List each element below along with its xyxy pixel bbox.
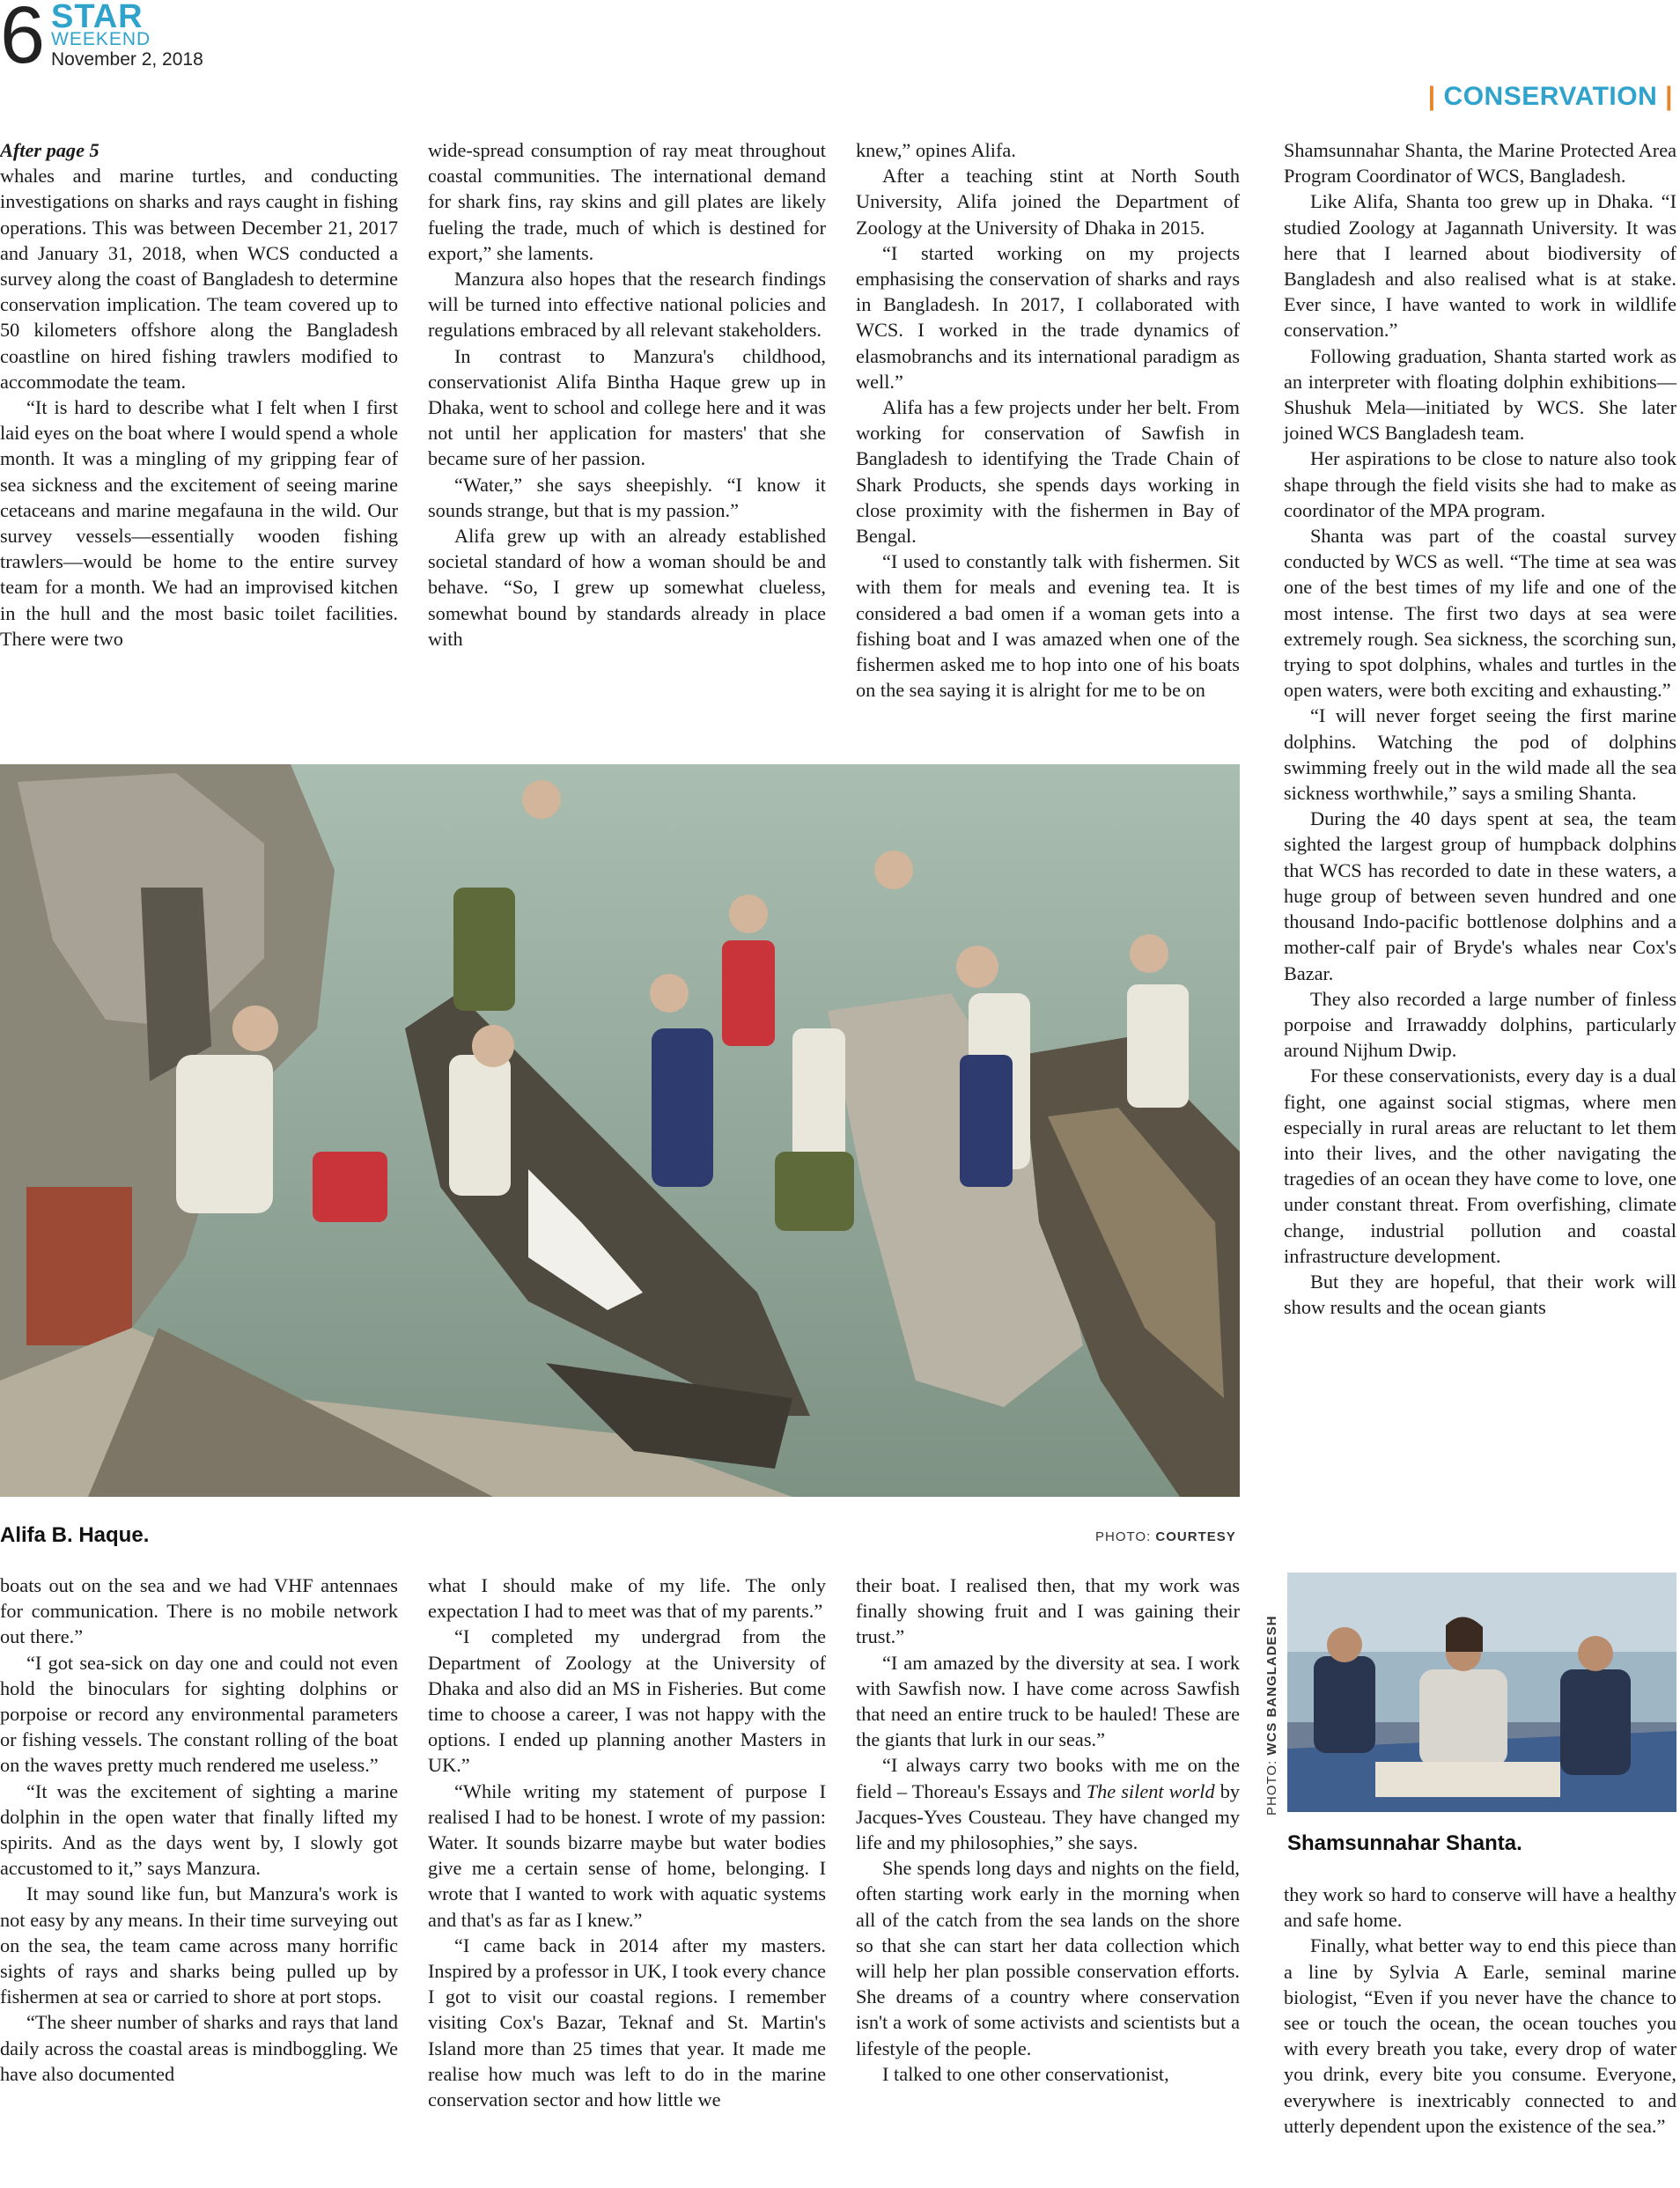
paragraph: “I completed my undergrad from the Department of Zoology at the University of Dhaka and also did an MS in Fisheries. But come time to choose a career, I was not happy with the options. I ended up planning another Masters in UK.”	[428, 1625, 826, 1777]
credit-label: PHOTO:	[1095, 1529, 1156, 1544]
paragraph: “Water,” she says sheepishly. “I know it sounds strange, but that is my passion.”	[428, 473, 826, 521]
page-number: 6	[0, 0, 46, 80]
section-label	[1428, 81, 1673, 113]
paragraph: Finally, what better way to end this piece than a line by Sylvia A Earle, seminal marine biologist, “Even if you never have the chance to see or touch the ocean, the ocean touches you with every breath you take, every drop of water you drink, every bite you consume. Everyone, everywhere is inextricably connected to and utterly dependent upon the existence of the sea.”	[1284, 1934, 1676, 2137]
survey-team-illustration	[1287, 1573, 1676, 1812]
text-run: “I always carry two books with me on the field – Thoreau's Essays and	[856, 1754, 1240, 1802]
paragraph: But they are hopeful, that their work will show results and the ocean giants	[1284, 1270, 1676, 1319]
column-3-bottom	[856, 1573, 1240, 2087]
paragraph: She spends long days and nights on the field, often starting work early in the morning when all of the catch from the sea lands on the shore so that she can start her data collection which will help her plan possible conservation efforts. She dreams of a country where conservation isn't a work of some activists and scientists but a lifestyle of the people.	[856, 1857, 1240, 2059]
paragraph: their boat. I realised then, that my work was finally showing fruit and I was gaining their trust.”	[856, 1574, 1240, 1648]
book-title: The silent world	[1086, 1779, 1215, 1802]
paragraph: Manzura also hopes that the research findings will be turned into effective national policies and regulations embraced by all relevant stakeholders.	[428, 268, 826, 342]
paragraph: In contrast to Manzura's childhood, conservationist Alifa Bintha Haque grew up in Dhaka, went to school and college here and it was not until her application for masters' that she became sure of her passion.	[428, 344, 826, 470]
paragraph: knew,” opines Alifa.	[856, 139, 1016, 161]
paragraph: It may sound like fun, but Manzura's work is not easy by any means. In their time surveying out on the sea, the team came across many horrific sights of rays and sharks being pulled up by fishermen at sea or carried to shore at port stops.	[0, 1882, 398, 2008]
paragraph: “I started working on my projects emphasising the conservation of sharks and rays in Bangladesh. In 2017, I collaborated with WCS. I worked in the trade dynamics of elasmobranchs and its international paradigm as well.”	[856, 241, 1240, 393]
paragraph: “It is hard to describe what I felt when I first laid eyes on the boat where I would spend a whole month. It was a mingling of my gripping fear of sea sickness and the excitement of seeing marine cetaceans and marine megafauna in the wild. Our survey vessels—essentially wooden fishing trawlers—would be home to the entire survey team for a month. We had an improvised kitchen in the hull and the most basic toilet facilities. There were two	[0, 396, 398, 650]
column-4-top	[1284, 137, 1676, 1320]
issue-date: November 2, 2018	[51, 49, 203, 70]
main-photo-credit	[1095, 1529, 1236, 1544]
secondary-photo-caption: Shamsunnahar Shanta.	[1287, 1831, 1522, 1855]
main-photo-caption: Alifa B. Haque.	[0, 1523, 150, 1547]
paragraph: “I used to constantly talk with fishermen. Sit with them for meals and evening tea. It is considered a bad omen if a woman gets into a fishing boat and I was amazed when one of the fishermen asked me to hop into one of his boats on the sea saying it is alright for me to be on	[856, 550, 1240, 702]
column-2-top	[428, 137, 826, 652]
paragraph: they work so hard to conserve will have a healthy and safe home.	[1284, 1883, 1676, 1932]
credit-name: COURTESY	[1155, 1529, 1236, 1544]
paragraph	[856, 1752, 1240, 1855]
column-1-bottom	[0, 1573, 398, 2087]
credit-label: PHOTO:	[1264, 1755, 1279, 1816]
paragraph: Following graduation, Shanta started work as an interpreter with floating dolphin exhibitions—Shushuk Mela—initiated by WCS. She later joined WCS Bangladesh team.	[1284, 344, 1676, 445]
paragraph: “I came back in 2014 after my masters. Inspired by a professor in UK, I took every chance I got to visit our coastal regions. I remember visiting Cox's Bazar, Teknaf and St. Martin's Island more than 25 times that year. It made me realise how much was left to do in the marine conservation sector and how little we	[428, 1934, 826, 2111]
paragraph: “While writing my statement of purpose I realised I had to be honest. I wrote of my passion: Water. It sounds bizarre maybe but water bodies give me a certain sense of home, belonging. I wrote that I wanted to work with aquatic systems and that's as far as I knew.”	[428, 1779, 826, 1931]
column-4-bottom	[1284, 1882, 1676, 2139]
brand-logo: STAR	[51, 0, 144, 35]
paragraph: They also recorded a large number of finless porpoise and Irrawaddy dolphins, particularly around Nijhum Dwip.	[1284, 987, 1676, 1062]
paragraph: boats out on the sea and we had VHF antennaes for communication. There is no mobile network out there.”	[0, 1574, 398, 1648]
paragraph: what I should make of my life. The only expectation I had to meet was that of my parents.”	[428, 1574, 826, 1623]
paragraph: For these conservationists, every day is a dual fight, one against social stigmas, where men especially in rural areas are reluctant to let them into their lives, and the other navigating the tragedies of an ocean they have come to love, one under constant threat. From overfishing, climate change, industrial pollution and coastal infrastructure development.	[1284, 1065, 1676, 1267]
secondary-photo-credit	[1264, 1616, 1279, 1816]
column-2-bottom	[428, 1573, 826, 2112]
section-name: CONSERVATION	[1443, 82, 1658, 111]
paragraph: “I got sea-sick on day one and could not even hold the binoculars for sighting dolphins or porpoise or record any environmental parameters or fishing vessels. The constant rolling of the boat on the waves pretty much rendered me useless.”	[0, 1651, 398, 1777]
column-1-top	[0, 137, 398, 652]
secondary-photo	[1287, 1573, 1676, 1812]
paragraph: During the 40 days spent at sea, the team sighted the largest group of humpback dolphins that WCS has recorded to date in these waters, a huge group of between seven hundred and one thousand Indo-pacific bottlenose dolphins and a mother-calf pair of Bryde's whales near Cox's Bazar.	[1284, 807, 1676, 984]
paragraph: Alifa grew up with an already established societal standard of how a woman should be and behave. “So, I grew up somewhat clueless, somewhat bound by standards already in place with	[428, 525, 826, 650]
section-bar-right: |	[1665, 82, 1673, 111]
paragraph: “I will never forget seeing the first marine dolphins. Watching the pod of dolphins swimming freely out in the wild made all the sea sickness worthwhile,” says a smiling Shanta.	[1284, 704, 1676, 805]
column-3-top	[856, 137, 1240, 703]
jump-line: After page 5	[0, 139, 99, 161]
brand-subtitle: WEEKEND	[51, 29, 151, 49]
paragraph: I talked to one other conservationist,	[882, 2062, 1169, 2085]
paragraph: whales and marine turtles, and conducting investigations on sharks and rays caught in fishing operations. This was between December 21, 2017 and January 31, 2018, when WCS conducted a survey along the coast of Bangladesh to determine conservation implication. The team covered up to 50 kilometers offshore along the Bangladesh coastline on hired fishing trawlers modified to accommodate the team.	[0, 165, 398, 393]
paragraph: “It was the excitement of sighting a marine dolphin in the open water that finally lifted my spirits. And as the days went by, I slowly got accustomed to it,” says Manzura.	[0, 1779, 398, 1880]
paragraph: After a teaching stint at North South University, Alifa joined the Department of Zoology at the University of Dhaka in 2015.	[856, 165, 1240, 239]
paragraph: wide-spread consumption of ray meat throughout coastal communities. The international demand for shark fins, ray skins and gill plates are likely fueling the trade, much of which is destined for export,” she laments.	[428, 139, 826, 264]
boat-scene-illustration	[0, 764, 1240, 1497]
paragraph: Shamsunnahar Shanta, the Marine Protected Area Program Coordinator of WCS, Bangladesh.	[1284, 139, 1676, 188]
paragraph: Shanta was part of the coastal survey conducted by WCS as well. “The time at sea was one of the best times of my life and one of the most intense. The first two days at sea were extremely rough. Sea sickness, the scorching sun, trying to spot dolphins, whales and turtles in the open waters, were both exciting and exhausting.”	[1284, 525, 1676, 702]
paragraph: Like Alifa, Shanta too grew up in Dhaka. “I studied Zoology at Jagannath University. It was here that I learned about biodiversity of Bangladesh and also realised what is at stake. Ever since, I have wanted to work in wildlife conservation.”	[1284, 190, 1676, 342]
paragraph: Alifa has a few projects under her belt. From working for conservation of Sawfish in Bangladesh to identifying the Trade Chain of Shark Products, she spends days working in close proximity with the fishermen in Bay of Bengal.	[856, 396, 1240, 548]
main-photo	[0, 764, 1240, 1497]
paragraph: “The sheer number of sharks and rays that land daily across the coastal areas is mindboggling. We have also documented	[0, 2011, 398, 2085]
paragraph: Her aspirations to be close to nature also took shape through the field visits she had to make as coordinator of the MPA program.	[1284, 447, 1676, 521]
paragraph: “I am amazed by the diversity at sea. I work with Sawfish now. I have come across Sawfish that need an entire truck to be hauled! These are the giants that lurk in our seas.”	[856, 1651, 1240, 1751]
section-bar-left: |	[1427, 82, 1436, 111]
credit-name: WCS BANGLADESH	[1264, 1615, 1279, 1756]
text-run: by Jacques-Yves Cousteau. They have changed my life and my philosophies,” she says.	[856, 1779, 1241, 1854]
